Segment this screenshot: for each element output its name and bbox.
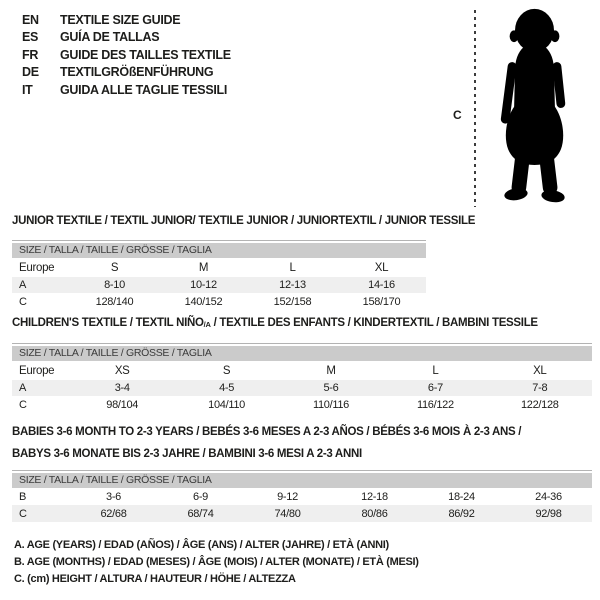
- legend-line-c: C. (cm) HEIGHT / ALTURA / HAUTEUR / HÖHE / ALTEZZA: [14, 573, 296, 585]
- size-column-header: L: [432, 364, 439, 377]
- baby-figure: [450, 0, 600, 215]
- title-part: CHILDREN'S TEXTILE / TEXTIL NIÑO: [12, 317, 204, 329]
- language-code: FR: [22, 47, 39, 62]
- table-row-c: [12, 505, 592, 522]
- language-row-it: [22, 82, 231, 99]
- table-cell: 86/92: [448, 507, 475, 520]
- table-cell: 9-12: [277, 490, 298, 503]
- table-row-b: [12, 488, 592, 505]
- table-cell: 122/128: [520, 399, 559, 411]
- size-column-header: XS: [114, 364, 130, 377]
- table-cell: 8-10: [104, 279, 125, 291]
- table-cell: 80/86: [361, 507, 388, 520]
- size-column-header: L: [289, 261, 296, 274]
- table-cell: 6-9: [193, 490, 208, 503]
- table-cell: 24-36: [535, 490, 562, 503]
- table-row-c: [12, 293, 426, 311]
- table-cell: 152/158: [273, 296, 312, 308]
- language-label: TEXTILE SIZE GUIDE: [60, 13, 181, 27]
- language-label: GUÍA DE TALLAS: [60, 30, 160, 45]
- table-cell: 158/170: [362, 296, 401, 308]
- title-subscript: /A: [203, 320, 211, 329]
- size-column-header: M: [326, 364, 336, 377]
- table-cell: 98/104: [106, 399, 139, 411]
- table-cell: 4-5: [219, 382, 235, 394]
- size-column-header: XL: [533, 364, 547, 377]
- row-label: C: [19, 507, 27, 520]
- language-list: [22, 12, 231, 99]
- babies-table-title-line2: BABYS 3-6 MONATE BIS 2-3 JAHRE / BAMBINI 3-6 MESI A 2-3 ANNI: [12, 448, 362, 460]
- table-cell: 74/80: [274, 507, 301, 520]
- language-code: DE: [22, 65, 39, 80]
- baby-silhouette-icon: [486, 6, 584, 206]
- column-header-row: [12, 258, 426, 277]
- table-row-a: [12, 380, 592, 396]
- language-code: ES: [22, 30, 39, 45]
- table-cell: 12-13: [279, 279, 306, 291]
- table-cell: 3-6: [106, 490, 121, 503]
- table-cell: 10-12: [190, 279, 217, 291]
- table-row-c: [12, 396, 592, 414]
- row-label: C: [19, 399, 27, 411]
- row-label: B: [19, 490, 27, 503]
- language-code: IT: [22, 82, 33, 97]
- table-cell: 18-24: [448, 490, 475, 503]
- table-cell: 7-8: [532, 382, 548, 394]
- children-size-table: [12, 343, 592, 414]
- children-textile-section: [12, 317, 592, 414]
- region-header-cell: Europe: [19, 261, 55, 274]
- junior-textile-section: [12, 215, 476, 311]
- table-cell: 68/74: [187, 507, 214, 520]
- height-measure-dashed-line: [474, 10, 476, 207]
- language-row-en: [22, 12, 231, 29]
- language-label: GUIDE DES TAILLES TEXTILE: [60, 47, 231, 62]
- language-row-de: [22, 64, 231, 81]
- size-column-header: M: [198, 261, 209, 274]
- language-row-fr: [22, 47, 231, 64]
- size-header-bar: SIZE / TALLA / TAILLE / GRÖSSE / TAGLIA: [12, 473, 592, 488]
- table-row-a: [12, 277, 426, 293]
- table-cell: 5-6: [323, 382, 339, 394]
- table-cell: 104/110: [208, 399, 246, 411]
- table-cell: 92/98: [535, 507, 562, 520]
- size-column-header: S: [110, 261, 119, 274]
- language-code: EN: [22, 13, 39, 27]
- height-measure-label: C: [453, 108, 462, 122]
- table-cell: 116/122: [416, 399, 454, 411]
- row-label: A: [19, 382, 27, 394]
- legend-line-b: B. AGE (MONTHS) / EDAD (MESES) / ÂGE (MOIS) / ALTER (MONATE) / ETÀ (MESI): [14, 556, 419, 568]
- language-row-es: [22, 29, 231, 46]
- size-column-header: S: [222, 364, 231, 377]
- size-header-bar: SIZE / TALLA / TAILLE / GRÖSSE / TAGLIA: [12, 346, 592, 361]
- title-part: / TEXTILE DES ENFANTS / KINDERTEXTIL / BAMBINI TESSILE: [210, 317, 538, 329]
- children-table-title: [12, 317, 592, 331]
- size-column-header: XL: [374, 261, 389, 274]
- table-cell: 62/68: [100, 507, 127, 520]
- measurement-legend: [14, 537, 419, 588]
- junior-size-table: [12, 240, 426, 311]
- table-cell: 128/140: [95, 296, 134, 308]
- table-cell: 6-7: [427, 382, 443, 394]
- babies-textile-section: [12, 426, 592, 522]
- region-header-cell: Europe: [19, 364, 55, 377]
- size-header-bar: SIZE / TALLA / TAILLE / GRÖSSE / TAGLIA: [12, 243, 426, 258]
- table-cell: 140/152: [184, 296, 223, 308]
- language-label: TEXTILGRÖßENFÜHRUNG: [60, 65, 214, 80]
- row-label: A: [19, 279, 27, 291]
- junior-table-title: JUNIOR TEXTILE / TEXTIL JUNIOR/ TEXTILE JUNIOR / JUNIORTEXTIL / JUNIOR TESSILE: [12, 215, 476, 227]
- table-cell: 110/116: [312, 399, 349, 411]
- column-header-row: [12, 361, 592, 380]
- babies-table-title-line1: BABIES 3-6 MONTH TO 2-3 YEARS / BEBÉS 3-6 MESES A 2-3 AÑOS / BÉBÉS 3-6 MOIS À 2-3 ANS /: [12, 426, 522, 438]
- table-cell: 12-18: [361, 490, 388, 503]
- table-cell: 14-16: [368, 279, 395, 291]
- babies-size-table: [12, 470, 592, 522]
- legend-line-a: A. AGE (YEARS) / EDAD (AÑOS) / ÂGE (ANS) / ALTER (JAHRE) / ETÀ (ANNI): [14, 539, 389, 551]
- row-label: C: [19, 296, 27, 308]
- language-label: GUIDA ALLE TAGLIE TESSILI: [60, 82, 228, 97]
- table-cell: 3-4: [114, 382, 130, 394]
